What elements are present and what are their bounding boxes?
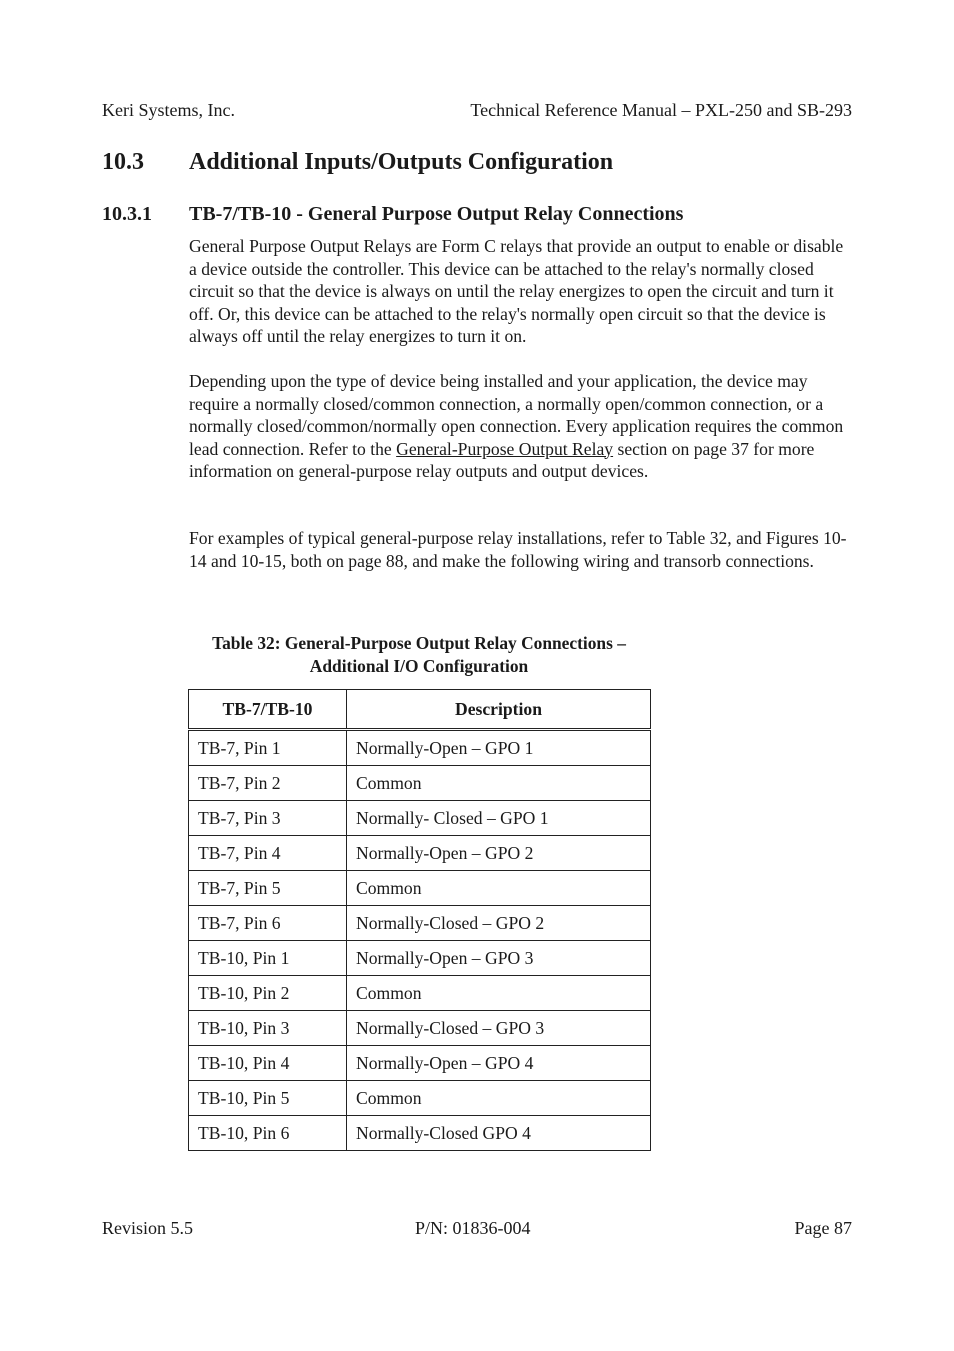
terminal-cell: TB-7, Pin 3 (189, 801, 347, 836)
paragraph-device-connections (189, 370, 854, 483)
table-row (189, 730, 651, 766)
table-row (189, 836, 651, 871)
table-row (189, 1116, 651, 1151)
header-manual-title: Technical Reference Manual – PXL-250 and SB-293 (470, 100, 852, 120)
description-cell: Normally-Open – GPO 1 (347, 730, 651, 766)
paragraph-examples (189, 527, 854, 572)
description-cell: Common (347, 1081, 651, 1116)
section-title: Additional Inputs/Outputs Configuration (189, 149, 614, 175)
section-heading (102, 149, 613, 176)
table-caption (188, 632, 650, 678)
table-caption-line: Additional I/O Configuration (309, 656, 529, 676)
description-cell: Normally-Open – GPO 4 (347, 1046, 651, 1081)
table-header-row (189, 690, 651, 730)
table-row (189, 766, 651, 801)
terminal-cell: TB-10, Pin 1 (189, 941, 347, 976)
terminal-cell: TB-10, Pin 6 (189, 1116, 347, 1151)
footer-revision: Revision 5.5 (102, 1218, 194, 1238)
header-company: Keri Systems, Inc. (102, 100, 235, 120)
paragraph-text: Depending upon the type of device being installed and your application, the device may require a normally closed/common connection, a normally open/common connection, or a normally closed/common/normally open connection. Every application requires the common lead connection. Refer to the (189, 371, 844, 459)
description-cell: Normally-Closed GPO 4 (347, 1116, 651, 1151)
terminal-cell: TB-7, Pin 1 (189, 730, 347, 766)
description-cell: Normally-Closed – GPO 2 (347, 906, 651, 941)
table-row (189, 906, 651, 941)
paragraph-relay-intro (189, 235, 854, 348)
terminal-cell: TB-7, Pin 2 (189, 766, 347, 801)
table-row (189, 941, 651, 976)
column-header-description: Description (347, 690, 651, 730)
table-caption-line: Table 32: General-Purpose Output Relay Connections – (212, 633, 626, 653)
footer-page-number: Page 87 (794, 1218, 852, 1238)
subsection-heading (102, 203, 683, 226)
general-purpose-output-relay-link[interactable]: General-Purpose Output Relay (396, 438, 614, 459)
column-header-terminal: TB-7/TB-10 (189, 690, 347, 730)
terminal-cell: TB-10, Pin 2 (189, 976, 347, 1011)
description-cell: Normally-Open – GPO 3 (347, 941, 651, 976)
terminal-cell: TB-10, Pin 5 (189, 1081, 347, 1116)
relay-connections-table (188, 689, 651, 1151)
paragraph-text: section on page 37 for more information on general-purpose relay outputs and output devices. (189, 438, 815, 481)
section-number: 10.3 (102, 149, 144, 175)
terminal-cell: TB-7, Pin 4 (189, 836, 347, 871)
terminal-cell: TB-10, Pin 4 (189, 1046, 347, 1081)
description-cell: Common (347, 871, 651, 906)
table-row (189, 1081, 651, 1116)
terminal-cell: TB-7, Pin 6 (189, 906, 347, 941)
description-cell: Common (347, 766, 651, 801)
subsection-number: 10.3.1 (102, 203, 152, 225)
table-row (189, 871, 651, 906)
subsection-title: TB-7/TB-10 - General Purpose Output Relay Connections (189, 203, 684, 225)
footer-part-number: P/N: 01836-004 (415, 1218, 531, 1238)
description-cell: Normally- Closed – GPO 1 (347, 801, 651, 836)
table-row (189, 976, 651, 1011)
paragraph-text: For examples of typical general-purpose relay installations, refer to Table 32, and Figures 10-14 and 10-15, both on page 88, and make the following wiring and transorb connections. (189, 528, 847, 571)
table-row (189, 1046, 651, 1081)
paragraph-text: General Purpose Output Relays are Form C relays that provide an output to enable or disable a device outside the controller. This device can be attached to the relay's normally closed circuit so that the device is always on until the relay energizes to open the circuit and turn it off. Or, this device can be attached to the relay's normally open circuit so that the device is always off until the relay energizes to turn it on. (189, 236, 844, 346)
table-row (189, 1011, 651, 1046)
terminal-cell: TB-10, Pin 3 (189, 1011, 347, 1046)
terminal-cell: TB-7, Pin 5 (189, 871, 347, 906)
description-cell: Common (347, 976, 651, 1011)
table-row (189, 801, 651, 836)
description-cell: Normally-Closed – GPO 3 (347, 1011, 651, 1046)
description-cell: Normally-Open – GPO 2 (347, 836, 651, 871)
